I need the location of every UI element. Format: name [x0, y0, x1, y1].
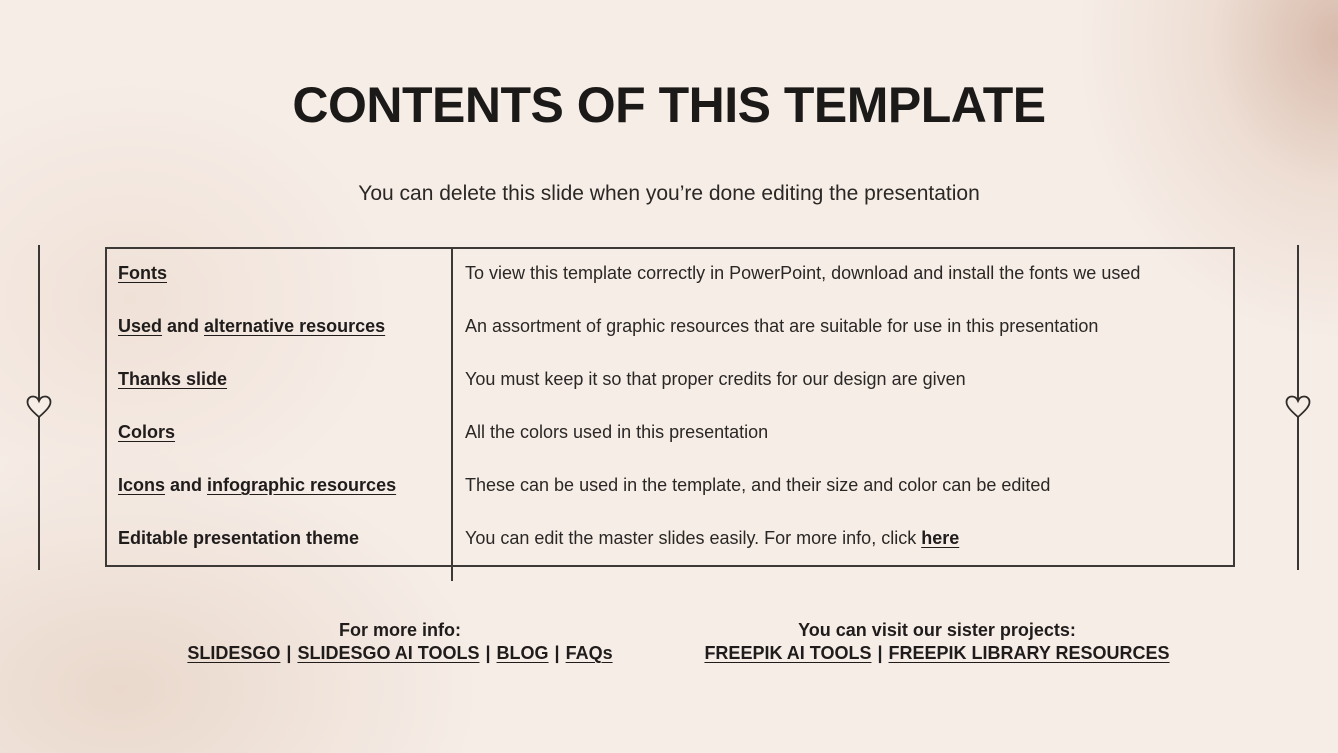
heart-outline-icon — [1284, 393, 1312, 421]
footer-sister-projects — [687, 619, 1187, 665]
separator: | — [554, 643, 560, 663]
table-row-thanks — [107, 369, 451, 422]
footer-more-info — [150, 619, 650, 665]
separator: | — [877, 643, 883, 663]
here-link[interactable]: here — [921, 528, 960, 548]
description-text: You can edit the master slides easily. For more info, click — [465, 528, 922, 548]
more-info-links — [150, 642, 650, 665]
used-resources-link[interactable]: Used — [118, 316, 163, 336]
freepik-library-resources-link[interactable]: FREEPIK LIBRARY RESOURCES — [888, 643, 1170, 663]
slidesgo-link[interactable]: SLIDESGO — [187, 643, 281, 663]
infographic-resources-link[interactable]: infographic resources — [207, 475, 397, 495]
table-row-icons — [107, 475, 451, 528]
colors-link[interactable]: Colors — [118, 422, 176, 442]
sister-projects-heading: You can visit our sister projects: — [798, 620, 1076, 640]
icons-link[interactable]: Icons — [118, 475, 166, 495]
contents-table — [105, 247, 1235, 567]
table-row-theme — [107, 528, 451, 581]
separator: | — [286, 643, 292, 663]
faqs-link[interactable]: FAQs — [565, 643, 613, 663]
alternative-resources-link[interactable]: alternative resources — [204, 316, 386, 336]
blog-link[interactable]: BLOG — [496, 643, 549, 663]
slide-title: CONTENTS OF THIS TEMPLATE — [292, 77, 1046, 133]
and-text: and — [162, 316, 205, 336]
description-resources — [453, 316, 1233, 369]
more-info-heading: For more info: — [339, 620, 461, 640]
fonts-link[interactable]: Fonts — [118, 263, 167, 283]
sister-projects-links — [687, 642, 1187, 665]
freepik-ai-tools-link[interactable]: FREEPIK AI TOOLS — [704, 643, 872, 663]
and-text: and — [165, 475, 208, 495]
description-text: An assortment of graphic resources that are suitable for use in this presentation — [465, 316, 1099, 336]
table-row-fonts — [107, 263, 451, 316]
description-text: All the colors used in this presentation — [465, 422, 769, 442]
table-row-colors — [107, 422, 451, 475]
editable-theme-label: Editable presentation theme — [118, 528, 360, 548]
description-thanks — [453, 369, 1233, 422]
table-right-column — [453, 249, 1233, 581]
slidesgo-ai-tools-link[interactable]: SLIDESGO AI TOOLS — [297, 643, 480, 663]
description-icons — [453, 475, 1233, 528]
slide-subtitle: You can delete this slide when you’re done editing the presentation — [358, 182, 980, 205]
description-fonts — [453, 263, 1233, 316]
description-text: You must keep it so that proper credits for our design are given — [465, 369, 966, 389]
description-colors — [453, 422, 1233, 475]
table-left-column — [107, 249, 453, 581]
table-row-resources — [107, 316, 451, 369]
description-theme — [453, 528, 1233, 581]
heart-outline-icon — [25, 393, 53, 421]
description-text: To view this template correctly in PowerPoint, download and install the fonts we used — [465, 263, 1141, 283]
description-text: These can be used in the template, and their size and color can be edited — [465, 475, 1051, 495]
separator: | — [485, 643, 491, 663]
thanks-slide-link[interactable]: Thanks slide — [118, 369, 228, 389]
